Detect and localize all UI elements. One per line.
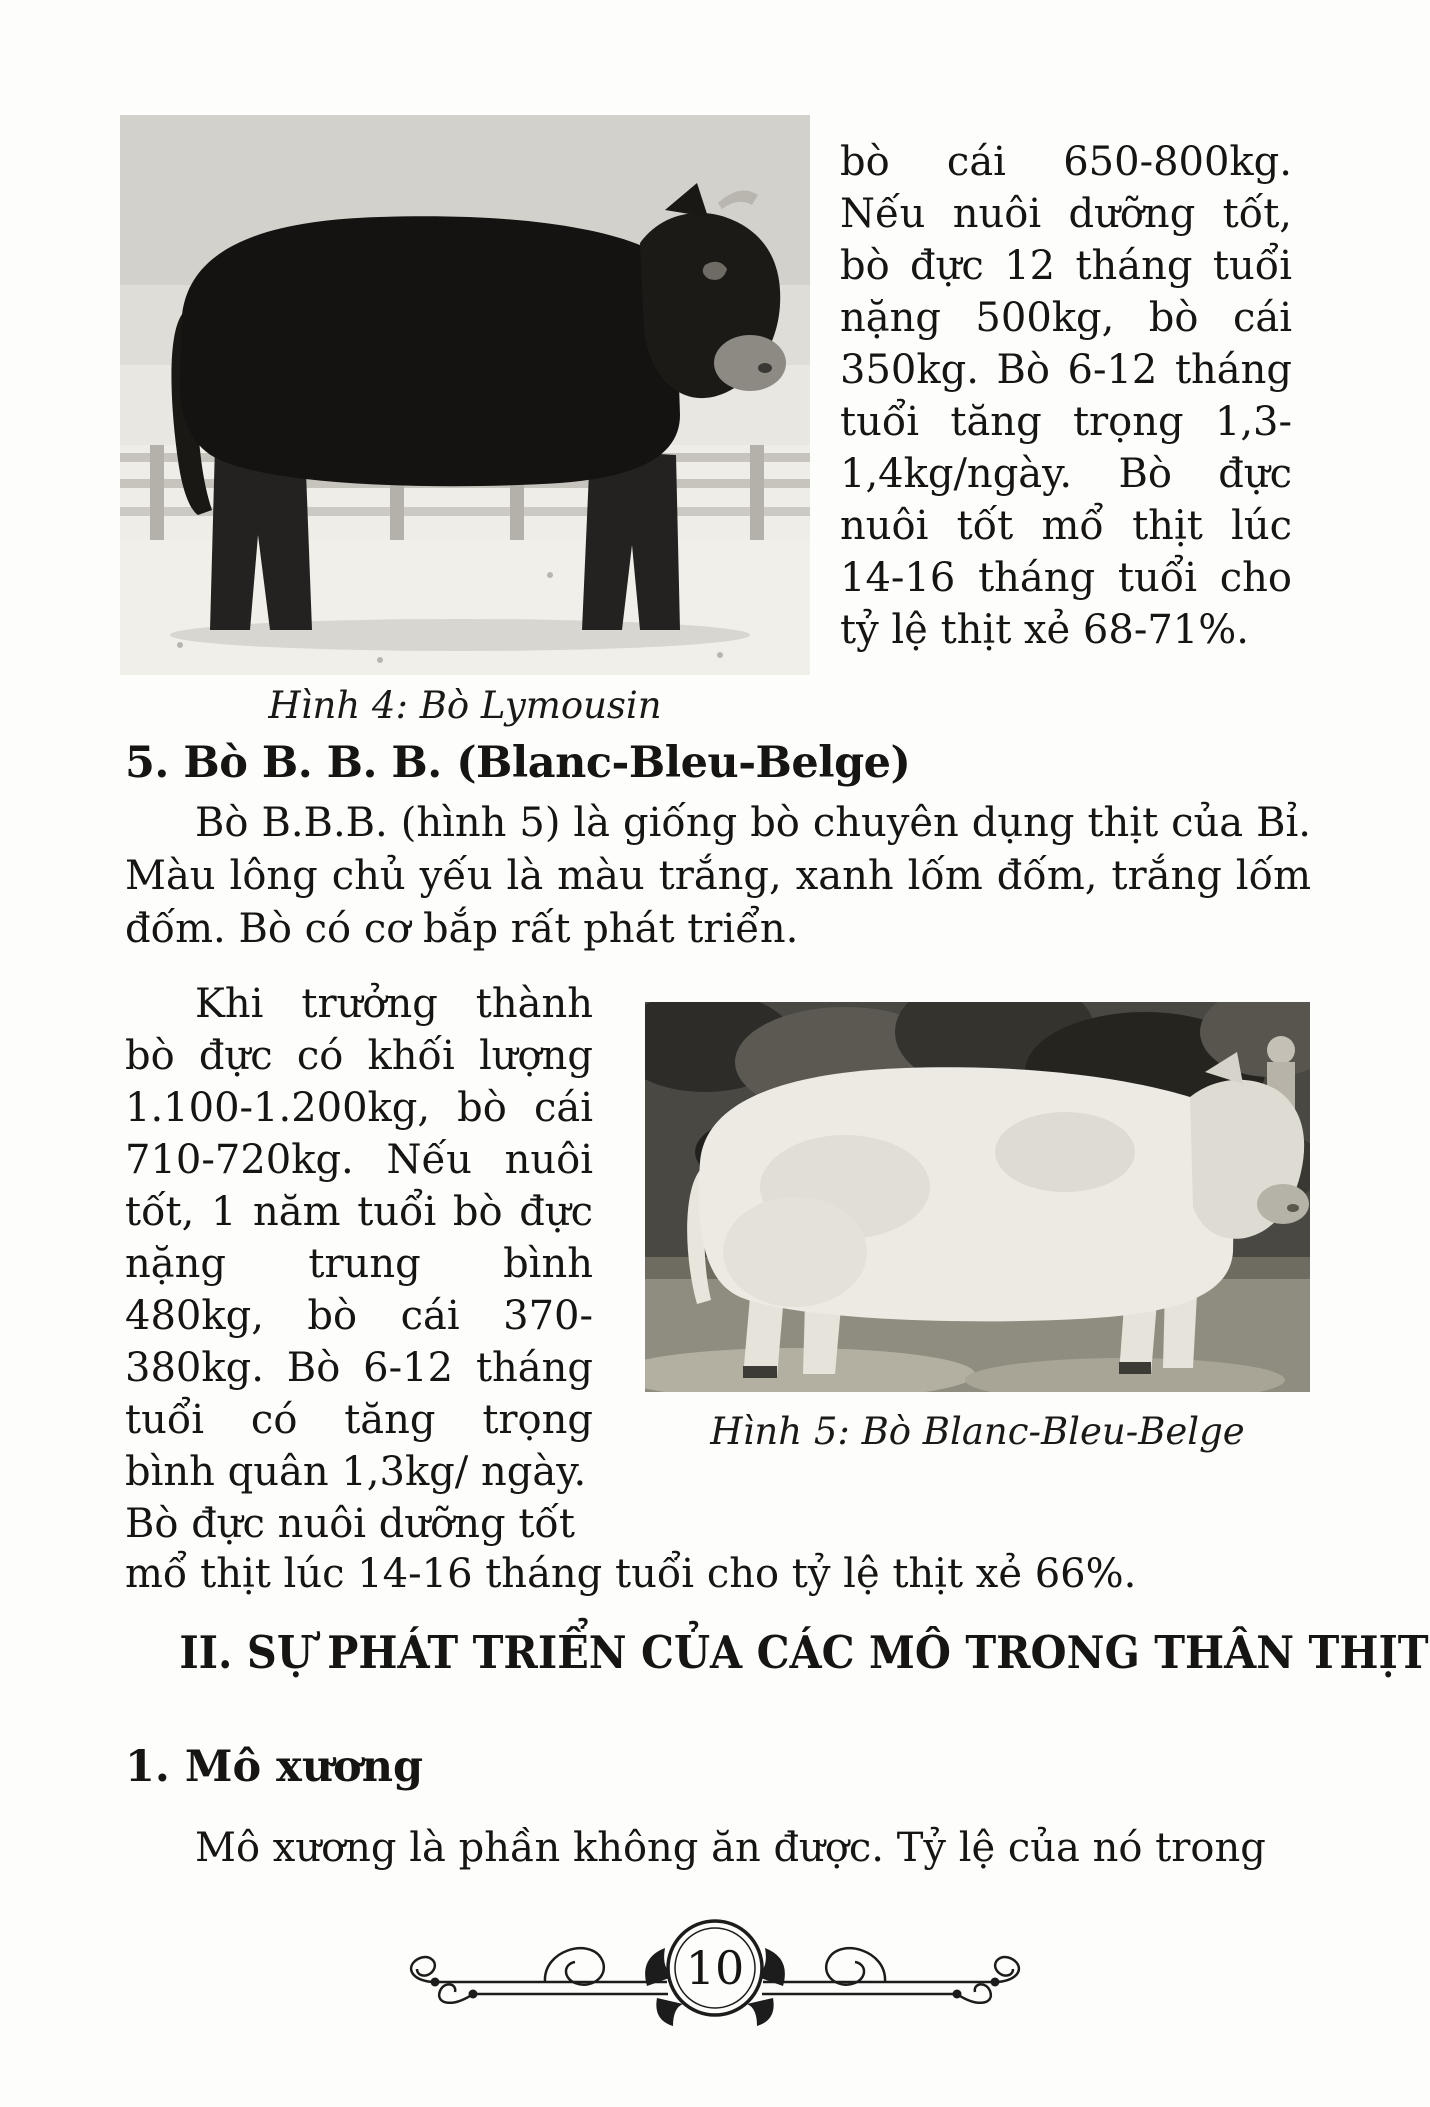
figure5-photo xyxy=(645,1002,1310,1392)
section5-column xyxy=(125,978,593,1550)
section5-column-text: Khi trưởng thành bò đực có khối lượng 1.100-1.200kg, bò cái 710-720kg. Nếu nuôi tốt, 1 năm tuổi bò đực nặng trung bình 480kg, bò cái 370-380kg. Bò 6-12 tháng tuổi có tăng trọng bình quân 1,3kg/ ngày. xyxy=(125,981,593,1495)
section2-sub1-heading: 1. Mô xương xyxy=(125,1742,424,1792)
section2-sub1-paragraph: Mô xương là phần không ăn được. Tỷ lệ của nó trong xyxy=(195,1825,1266,1871)
section5-column-lastline: Bò đực nuôi dưỡng tốt xyxy=(125,1501,575,1547)
figure4-caption: Hình 4: Bò Lymousin xyxy=(268,684,662,727)
blanc-bleu-belge-bull-photo xyxy=(645,1002,1310,1392)
figure4-photo xyxy=(120,115,810,675)
lymousin-bull-photo xyxy=(120,115,810,675)
section5-heading: 5. Bò B. B. B. (Blanc-Bleu-Belge) xyxy=(125,738,911,788)
section5-paragraph: Bò B.B.B. (hình 5) là giống bò chuyên dụng thịt của Bỉ. Màu lông chủ yếu là màu trắng, xanh lốm đốm, trắng lốm đốm. Bò có cơ bắp rất phát triển. xyxy=(125,800,1311,952)
page-footer-ornament xyxy=(0,1898,1430,2043)
section5-continuation: mổ thịt lúc 14-16 tháng tuổi cho tỷ lệ thịt xẻ 66%. xyxy=(125,1551,1137,1597)
figure5-caption: Hình 5: Bò Blanc-Bleu-Belge xyxy=(710,1410,1245,1453)
footer-flourish xyxy=(395,1898,1035,2043)
figure5-block xyxy=(645,1002,1310,1453)
page-number: 10 xyxy=(685,1941,745,1995)
intro-column-text: bò cái 650-800kg. Nếu nuôi dưỡng tốt, bò đực 12 tháng tuổi nặng 500kg, bò cái 350kg. Bò 6-12 tháng tuổi tăng trọng 1,3-1,4kg/ngày. Bò đực nuôi tốt mổ thịt lúc 14-16 tháng tuổi cho tỷ lệ thịt xẻ 68-71%. xyxy=(840,139,1292,653)
section2-heading: II. SỰ PHÁT TRIỂN CỦA CÁC MÔ TRONG THÂN THỊT xyxy=(179,1626,1429,1679)
